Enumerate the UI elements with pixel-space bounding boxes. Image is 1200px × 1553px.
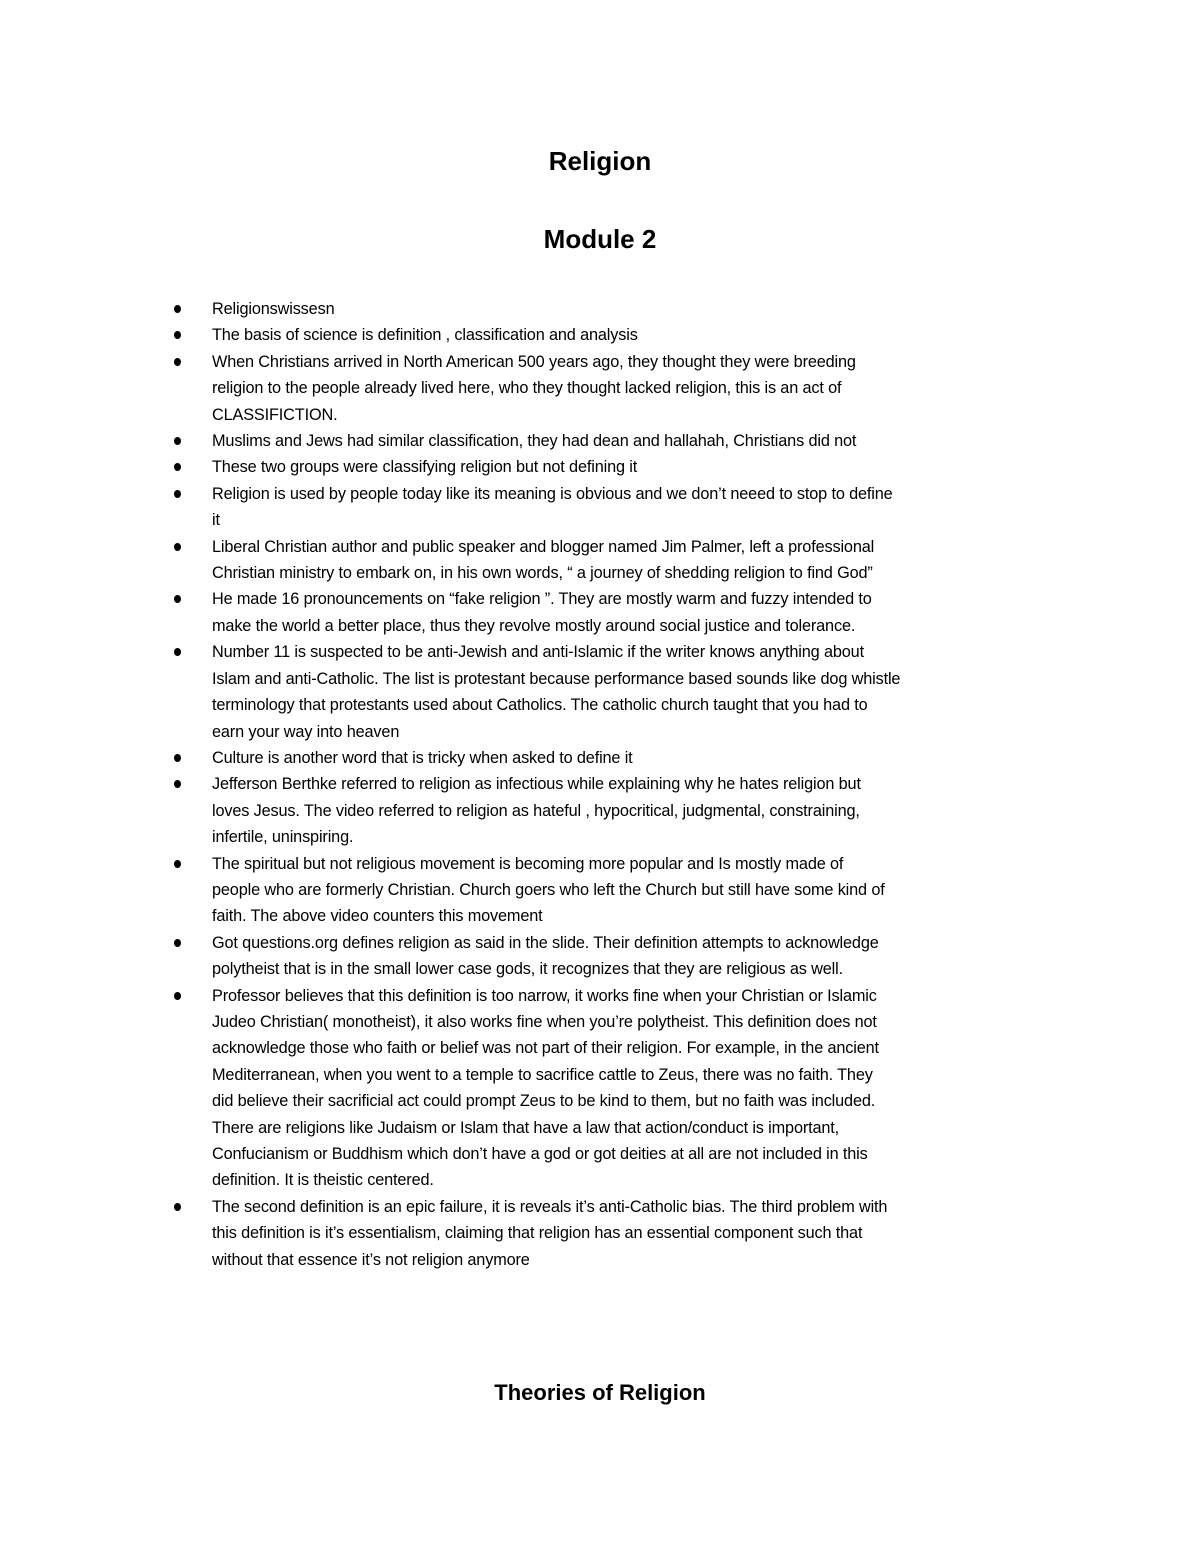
list-item-text-line: people who are formerly Christian. Church goers who left the Church but still have some kind of <box>212 880 885 899</box>
list-item-text-line: Islam and anti-Catholic. The list is protestant because performance based sounds like dog whistle <box>212 669 901 688</box>
list-item-text-line: faith. The above video counters this movement <box>212 907 543 926</box>
list-item-text-line: polytheist that is in the small lower case gods, it recognizes that they are religious as well. <box>212 960 843 979</box>
list-item-text-line: The basis of science is definition , classification and analysis <box>212 326 638 345</box>
list-item-text-line: Got questions.org defines religion as said in the slide. Their definition attempts to acknowledge <box>212 933 879 952</box>
list-item-text-line: These two groups were classifying religion but not defining it <box>212 458 638 477</box>
list-item <box>0 454 900 480</box>
list-item <box>0 322 900 348</box>
list-item-text-line: Judeo Christian( monotheist), it also works fine when you’re polytheist. This definition does not <box>212 1012 877 1031</box>
list-item-text-line: Number 11 is suspected to be anti-Jewish and anti-Islamic if the writer knows anything about <box>212 643 864 662</box>
list-item-text-line: There are religions like Judaism or Islam that have a law that action/conduct is important, <box>212 1118 840 1137</box>
list-item-text-line: Muslims and Jews had similar classification, they had dean and hallahah, Christians did not <box>212 432 857 451</box>
list-item <box>0 1194 900 1273</box>
list-item-text-line: loves Jesus. The video referred to religion as hateful , hypocritical, judgmental, constraining, <box>212 801 860 820</box>
list-item-text-line: religion to the people already lived here, who they thought lacked religion, this is an act of <box>212 379 842 398</box>
list-item-text-line: Christian ministry to embark on, in his own words, “ a journey of shedding religion to find God” <box>212 564 873 583</box>
list-item-text-line: Confucianism or Buddhism which don’t have a god or got deities at all are not included in this <box>212 1145 868 1163</box>
list-item-text-line: Culture is another word that is tricky when asked to define it <box>212 748 633 767</box>
list-item <box>0 639 900 745</box>
list-item <box>0 983 900 1194</box>
list-item-text-line: did believe their sacrificial act could prompt Zeus to be kind to them, but no faith was included. <box>212 1092 876 1111</box>
list-item <box>0 481 900 534</box>
list-item-text-line: The spiritual but not religious movement is becoming more popular and Is mostly made of <box>212 854 844 873</box>
list-item <box>0 349 900 428</box>
list-item-text-line: Liberal Christian author and public speaker and blogger named Jim Palmer, left a professional <box>212 537 875 556</box>
list-item-text-line: Religionswissesn <box>212 300 335 318</box>
list-item-text-line: Jefferson Berthke referred to religion as infectious while explaining why he hates religion but <box>212 775 861 794</box>
list-item <box>0 851 900 930</box>
section-heading: Theories of Religion <box>494 1380 706 1405</box>
list-item-text-line: without that essence it’s not religion anymore <box>212 1250 530 1269</box>
list-item <box>0 771 900 850</box>
list-item-text-line: infertile, uninspiring. <box>212 828 354 847</box>
list-item <box>0 930 900 983</box>
list-item <box>0 428 900 454</box>
document-title: Religion <box>548 146 652 176</box>
list-item-text-line: CLASSIFICTION. <box>212 405 338 424</box>
list-item <box>0 296 900 322</box>
list-item-text-line: Religion is used by people today like its meaning is obvious and we don’t neeed to stop to define <box>212 484 893 503</box>
list-item <box>0 586 900 639</box>
list-item-text-line: definition. It is theistic centered. <box>212 1171 434 1190</box>
list-item-text-line: Mediterranean, when you went to a temple to sacrifice cattle to Zeus, there was no faith. They <box>212 1065 873 1084</box>
list-item-text-line: it <box>212 511 220 530</box>
list-item-text-line: When Christians arrived in North American 500 years ago, they thought they were breeding <box>212 352 856 371</box>
list-item-text-line: this definition is it’s essentialism, claiming that religion has an essential component such that <box>212 1224 863 1243</box>
module-heading: Module 2 <box>543 224 657 254</box>
list-item-text-line: The second definition is an epic failure, it is reveals it’s anti-Catholic bias. The third problem with <box>212 1197 888 1216</box>
list-item-text-line: make the world a better place, thus they revolve mostly around social justice and tolerance. <box>212 616 856 635</box>
list-item-text-line: acknowledge those who faith or belief was not part of their religion. For example, in the ancient <box>212 1039 879 1058</box>
list-item <box>0 745 900 771</box>
list-item-text-line: earn your way into heaven <box>212 722 400 741</box>
list-item-text-line: Professor believes that this definition is too narrow, it works fine when your Christian or Islamic <box>212 986 877 1005</box>
list-item-text-line: He made 16 pronouncements on “fake religion ”. They are mostly warm and fuzzy intended to <box>212 590 872 609</box>
list-item-text-line: terminology that protestants used about Catholics. The catholic church taught that you had to <box>212 696 868 715</box>
list-item <box>0 534 900 587</box>
notes-bullet-list <box>0 296 900 1273</box>
